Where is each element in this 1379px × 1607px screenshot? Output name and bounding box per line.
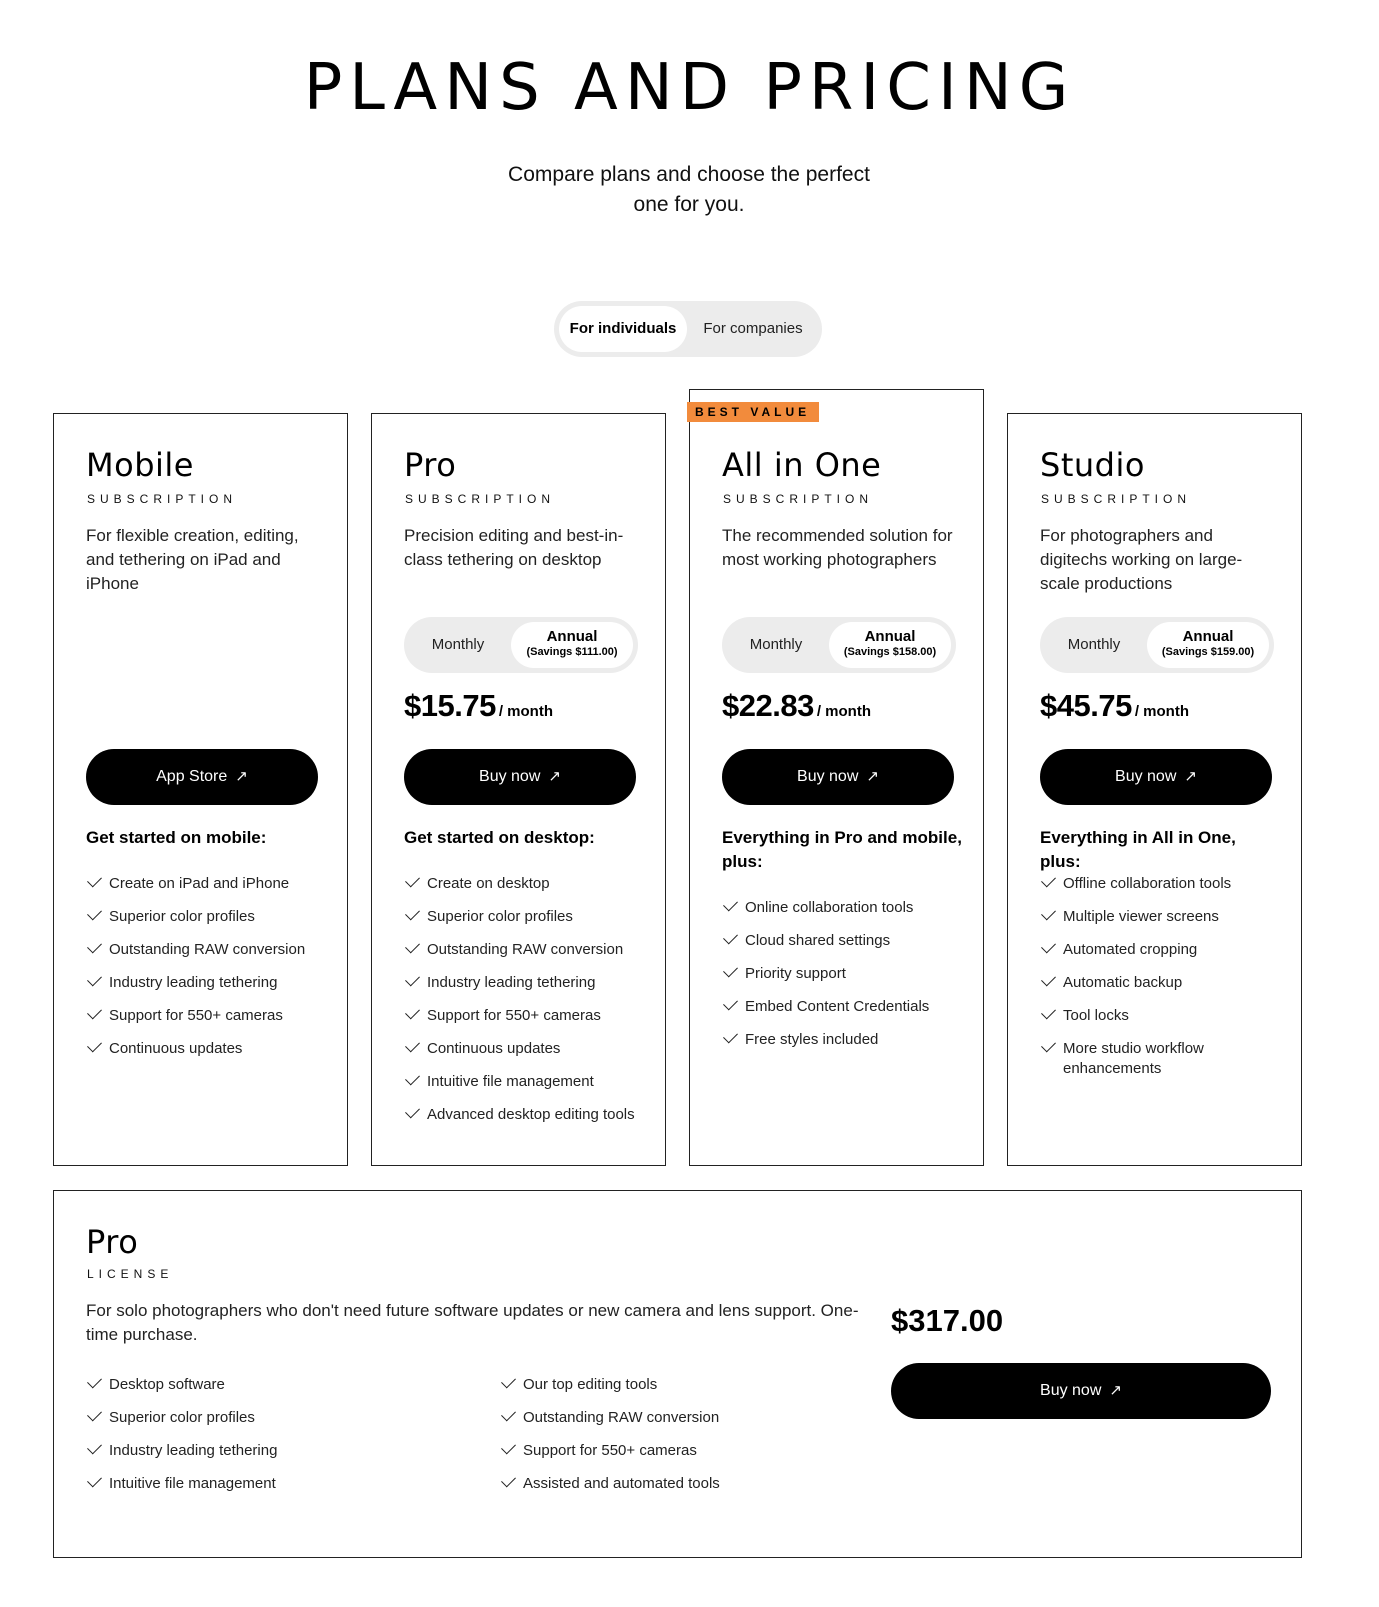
check-icon (405, 906, 420, 921)
savings-label: (Savings $159.00) (1161, 646, 1255, 658)
list-item: Online collaboration tools (722, 898, 972, 918)
arrow-up-right-icon: ↗ (866, 768, 879, 785)
arrow-up-right-icon: ↗ (548, 768, 561, 785)
features-heading: Get started on mobile: (86, 828, 267, 847)
price: $45.75 (1040, 688, 1132, 723)
list-item: Offline collaboration tools (1040, 874, 1240, 894)
plan-card-pro (371, 413, 666, 1166)
best-value-badge: BEST VALUE (687, 402, 819, 422)
plan-card-mobile (53, 413, 348, 1166)
list-item: Tool locks (1040, 1006, 1240, 1026)
check-icon (87, 972, 102, 987)
check-icon (87, 873, 102, 888)
list-item: Desktop software (86, 1375, 466, 1395)
for-individuals-option[interactable]: For individuals (559, 306, 687, 352)
check-icon (87, 1440, 102, 1455)
list-item: Continuous updates (404, 1039, 654, 1059)
cta-label: Buy now (1040, 1382, 1102, 1399)
list-item: Priority support (722, 964, 972, 984)
list-item: Outstanding RAW conversion (500, 1408, 860, 1428)
license-feature-list-right (500, 1375, 860, 1507)
check-icon (405, 939, 420, 954)
plan-kind: SUBSCRIPTION (405, 492, 556, 506)
price-period: / month (816, 703, 871, 720)
feature-list (722, 898, 972, 1063)
list-item: Automatic backup (1040, 973, 1240, 993)
check-icon (501, 1374, 516, 1389)
list-item: Outstanding RAW conversion (404, 940, 654, 960)
annual-option[interactable] (1147, 622, 1269, 668)
list-item: Support for 550+ cameras (500, 1441, 860, 1461)
license-kind: LICENSE (87, 1267, 174, 1281)
check-icon (405, 1104, 420, 1119)
plan-kind: SUBSCRIPTION (87, 492, 238, 506)
list-item: Multiple viewer screens (1040, 907, 1240, 927)
check-icon (87, 1038, 102, 1053)
buy-now-button[interactable] (404, 749, 636, 805)
plan-description: For photographers and digitechs working on large-scale productions (1040, 526, 1243, 593)
price-row (404, 688, 553, 724)
check-icon (405, 1071, 420, 1086)
license-buy-now-button[interactable] (891, 1363, 1271, 1419)
check-icon (723, 930, 738, 945)
monthly-option[interactable]: Monthly (749, 636, 803, 653)
buy-now-button[interactable] (722, 749, 954, 805)
check-icon (87, 1473, 102, 1488)
plan-description: Precision editing and best-in-class tethering on desktop (404, 526, 624, 569)
check-icon (405, 972, 420, 987)
plan-name: All in One (722, 446, 882, 484)
list-item: Industry leading tethering (86, 1441, 466, 1461)
plan-description: For flexible creation, editing, and tethering on iPad and iPhone (86, 526, 299, 593)
list-item: Cloud shared settings (722, 931, 972, 951)
check-icon (723, 996, 738, 1011)
list-item: Free styles included (722, 1030, 972, 1050)
license-price: $317.00 (891, 1303, 1004, 1338)
cta-label: App Store (156, 768, 228, 785)
page-title: PLANS AND PRICING (303, 51, 1076, 125)
list-item: Intuitive file management (86, 1474, 466, 1494)
check-icon (723, 897, 738, 912)
check-icon (501, 1407, 516, 1422)
check-icon (501, 1440, 516, 1455)
for-companies-option[interactable]: For companies (703, 320, 803, 337)
check-icon (1041, 1038, 1056, 1053)
monthly-option[interactable]: Monthly (431, 636, 485, 653)
check-icon (1041, 873, 1056, 888)
list-item: Create on iPad and iPhone (86, 874, 336, 894)
list-item: Assisted and automated tools (500, 1474, 860, 1494)
list-item: Superior color profiles (86, 1408, 466, 1428)
cta-label: Buy now (479, 768, 541, 785)
price: $15.75 (404, 688, 496, 723)
price-period: / month (1134, 703, 1189, 720)
check-icon (723, 963, 738, 978)
check-icon (1041, 939, 1056, 954)
list-item: Industry leading tethering (404, 973, 654, 993)
plan-name: Mobile (86, 446, 194, 484)
billing-toggle (1040, 617, 1274, 673)
check-icon (87, 939, 102, 954)
billing-toggle (722, 617, 956, 673)
list-item: Support for 550+ cameras (404, 1006, 654, 1026)
check-icon (87, 906, 102, 921)
annual-label: Annual (1182, 628, 1234, 645)
annual-label: Annual (546, 628, 598, 645)
list-item: Continuous updates (86, 1039, 336, 1059)
feature-list (404, 874, 654, 1138)
features-heading: Get started on desktop: (404, 828, 595, 847)
plan-card-studio (1007, 413, 1302, 1166)
check-icon (723, 1029, 738, 1044)
cta-label: Buy now (1115, 768, 1177, 785)
features-heading: Everything in Pro and mobile, plus: (722, 828, 962, 871)
check-icon (405, 1005, 420, 1020)
plan-kind: SUBSCRIPTION (723, 492, 874, 506)
check-icon (87, 1005, 102, 1020)
check-icon (405, 873, 420, 888)
list-item: Intuitive file management (404, 1072, 654, 1092)
plan-name: Studio (1040, 446, 1145, 484)
billing-toggle (404, 617, 638, 673)
list-item: Outstanding RAW conversion (86, 940, 336, 960)
plan-description: The recommended solution for most working photographers (722, 526, 953, 569)
check-icon (87, 1407, 102, 1422)
license-feature-list-left (86, 1375, 466, 1507)
feature-list (1040, 874, 1240, 1092)
arrow-up-right-icon: ↗ (1184, 768, 1197, 785)
license-description: For solo photographers who don't need future software updates or new camera and lens support. One-time purchase. (86, 1301, 859, 1344)
check-icon (1041, 972, 1056, 987)
buy-now-button[interactable] (1040, 749, 1272, 805)
license-card-pro (53, 1190, 1302, 1558)
list-item: More studio workflow enhancements (1040, 1039, 1240, 1079)
app-store-button[interactable] (86, 749, 318, 805)
check-icon (87, 1374, 102, 1389)
list-item: Industry leading tethering (86, 973, 336, 993)
list-item: Support for 550+ cameras (86, 1006, 336, 1026)
plan-kind: SUBSCRIPTION (1041, 492, 1192, 506)
check-icon (1041, 1005, 1056, 1020)
annual-label: Annual (864, 628, 916, 645)
list-item: Create on desktop (404, 874, 654, 894)
list-item: Advanced desktop editing tools (404, 1105, 654, 1125)
savings-label: (Savings $111.00) (526, 646, 618, 658)
price: $22.83 (722, 688, 814, 723)
check-icon (1041, 906, 1056, 921)
monthly-option[interactable]: Monthly (1067, 636, 1121, 653)
audience-toggle (554, 301, 822, 357)
savings-label: (Savings $158.00) (843, 646, 937, 658)
price-period: / month (498, 703, 553, 720)
features-heading: Everything in All in One, plus: (1040, 828, 1236, 871)
list-item: Automated cropping (1040, 940, 1240, 960)
list-item: Embed Content Credentials (722, 997, 972, 1017)
cta-label: Buy now (797, 768, 859, 785)
plan-card-all-in-one (689, 389, 984, 1166)
list-item: Our top editing tools (500, 1375, 860, 1395)
list-item: Superior color profiles (404, 907, 654, 927)
list-item: Superior color profiles (86, 907, 336, 927)
check-icon (501, 1473, 516, 1488)
annual-option[interactable] (829, 622, 951, 668)
plan-name: Pro (404, 446, 457, 484)
arrow-up-right-icon: ↗ (235, 768, 248, 785)
arrow-up-right-icon: ↗ (1109, 1382, 1122, 1399)
price-row (1040, 688, 1189, 724)
page-subtitle: Compare plans and choose the perfect one for you. (508, 163, 870, 216)
price-row (722, 688, 871, 724)
check-icon (405, 1038, 420, 1053)
annual-option[interactable] (511, 622, 633, 668)
license-name: Pro (86, 1223, 139, 1261)
feature-list (86, 874, 336, 1072)
